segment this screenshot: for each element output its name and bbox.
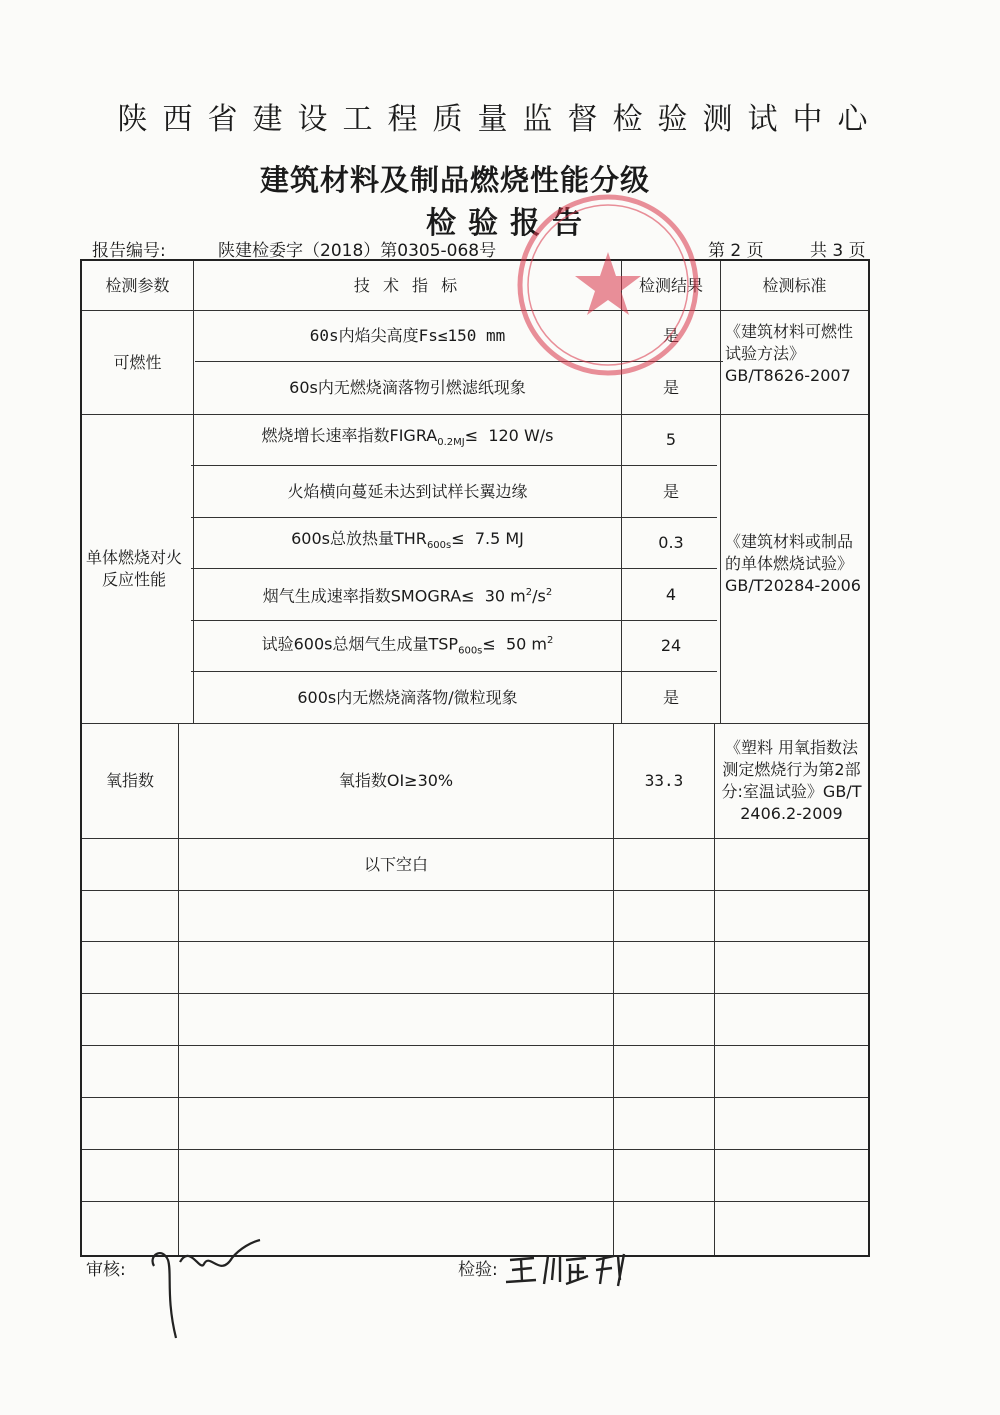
blank-note: 以下空白 [363, 854, 428, 874]
results-table [80, 259, 870, 1257]
total-pages: 共 3 页 [810, 241, 866, 261]
indicator-row [194, 518, 621, 568]
result-cell: 24 [660, 636, 682, 655]
result-cell: 33.3 [644, 771, 684, 790]
indicator-row: 60s内无燃烧滴落物引燃滤纸现象 [289, 378, 526, 397]
indicator-tsp: 试验600s总烟气生成量$TSP_{600s}\le 50$ $m^2$ [261, 634, 554, 657]
param-combustibility: 可燃性 [113, 352, 162, 372]
report-no-label: 报告编号: [92, 241, 166, 261]
header-result: 检测结果 [638, 275, 703, 295]
report-no: 陕建检委字（2018）第0305-068号 [218, 241, 497, 261]
official-stamp [508, 190, 708, 380]
standard-sbi: 《建筑材料或制品的单体燃烧试验》GB/T20284-2006 [725, 532, 861, 595]
header-standard: 检测标准 [762, 275, 827, 295]
param-oxygen-index: 氧指数 [105, 771, 154, 790]
indicator-thr: 600s总放热量$THR_{600s}\le 7.5$ MJ [291, 529, 524, 552]
indicator-row: 火焰横向蔓延未达到试样长翼边缘 [287, 481, 528, 501]
indicator-row: 氧指数OI≥30% [338, 771, 454, 790]
inspector-signature [500, 1250, 630, 1290]
report-title: 建筑材料及制品燃烧性能分级 [259, 163, 650, 197]
result-cell: 是 [662, 481, 679, 501]
result-cell: 是 [662, 378, 679, 397]
result-cell: 是 [662, 687, 679, 707]
header-indicator: 技 术 指 标 [353, 275, 462, 295]
reviewer-label: 审核: [86, 1260, 126, 1280]
result-cell: 5 [665, 430, 677, 449]
standard-combustibility: 《建筑材料可燃性试验方法》GB/T8626-2007 [725, 322, 854, 385]
header-parameter: 检测参数 [105, 275, 170, 295]
organization-title: 陕西省建设工程质量监督检验测试中心 [117, 102, 883, 137]
indicator-smogra: 烟气生成速率指数SMOGRA≤ 30 $m^2/s^2$ [262, 586, 553, 606]
indicator-row [194, 415, 621, 465]
indicator-text: 60s内焰尖高度Fs≤150 mm [309, 326, 506, 345]
inspector-label: 检验: [458, 1260, 498, 1280]
stamp-star [575, 252, 641, 315]
indicator-row [194, 621, 621, 671]
page-number: 第 2 页 [708, 241, 764, 261]
result-cell: 0.3 [658, 533, 684, 552]
standard-oxygen-index: 《塑料 用氧指数法测定燃烧行为第2部分:室温试验》GB/T 2406.2-2009 [721, 738, 862, 823]
reviewer-signature [140, 1238, 270, 1348]
result-cell: 4 [665, 584, 677, 604]
indicator-figra: 燃烧增长速率指数$FIGRA_{0.2MJ}\le 120$ W/s [261, 426, 554, 449]
indicator-row: 600s内无燃烧滴落物/微粒现象 [297, 687, 518, 707]
indicator-row [194, 569, 621, 620]
report-subtitle: 检验报告 [426, 206, 594, 241]
result-cell: 是 [662, 326, 679, 345]
param-sbi: 单体燃烧对火反应性能 [85, 548, 182, 589]
